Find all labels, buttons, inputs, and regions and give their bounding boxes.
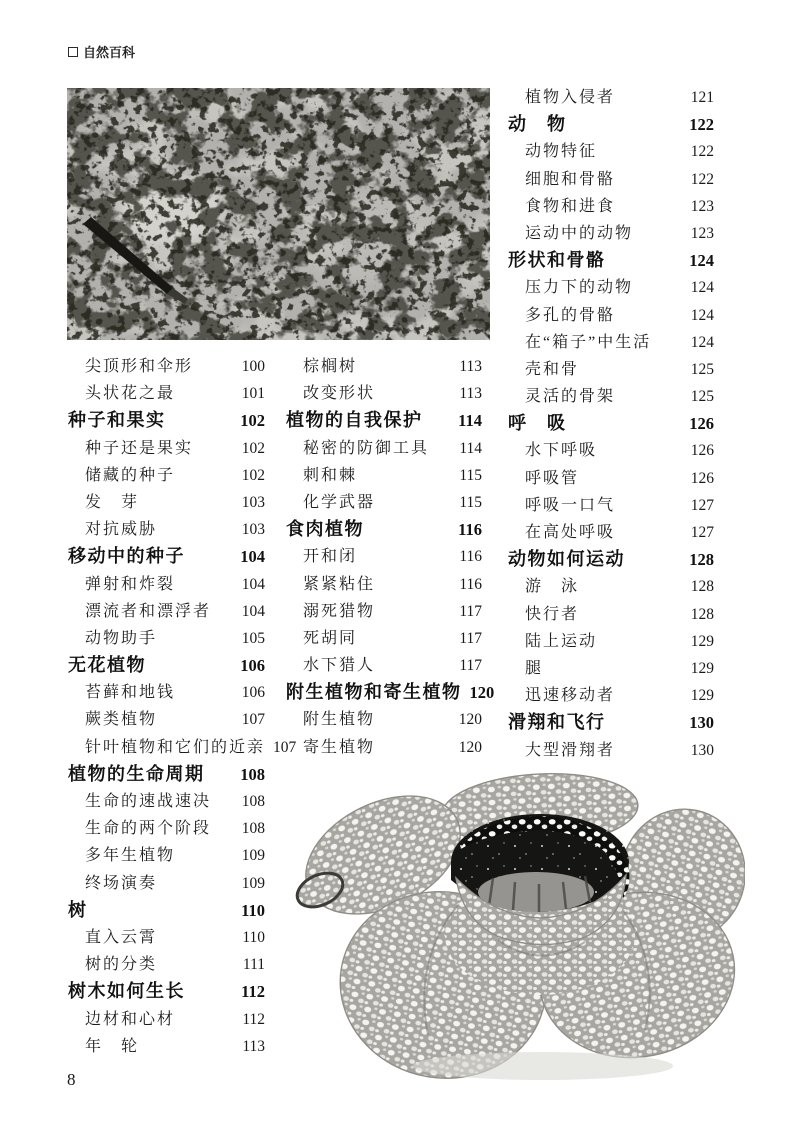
toc-entry-page-number: 101: [241, 385, 265, 403]
square-bullet-icon: [68, 47, 78, 57]
toc-entry-label: 附生植物和寄生植物: [286, 682, 462, 703]
toc-entry-page-number: 117: [459, 629, 482, 647]
toc-entry-label: 形状和骨骼: [508, 250, 606, 271]
toc-entry-label: 尖顶形和伞形: [85, 358, 194, 375]
toc-sub-entry: [68, 788, 265, 815]
toc-sub-entry: [68, 571, 265, 598]
toc-entry-label: 无花植物: [68, 655, 146, 676]
toc-entry-page-number: 106: [240, 656, 265, 676]
toc-sub-entry: [286, 489, 482, 516]
toc-entry-page-number: 125: [690, 360, 714, 378]
toc-entry-page-number: 102: [241, 439, 265, 457]
toc-entry-page-number: 128: [689, 550, 714, 570]
toc-entry-label: 水下呼吸: [525, 442, 598, 460]
toc-sub-entry: [68, 516, 265, 543]
toc-entry-page-number: 100: [241, 358, 265, 375]
toc-entry-label: 针叶植物和它们的近亲: [85, 738, 266, 756]
toc-entry-label: 头状花之最: [85, 385, 176, 403]
toc-entry-page-number: 113: [459, 358, 482, 375]
toc-entry-label: 滑翔和飞行: [508, 712, 606, 733]
toc-entry-label: 快行者: [525, 605, 580, 623]
toc-sub-entry: [68, 462, 265, 489]
toc-sub-entry: [508, 437, 714, 464]
toc-entry-label: 种子和果实: [68, 410, 166, 431]
toc-entry-label: 动 物: [508, 114, 567, 135]
toc-sub-entry: [508, 492, 714, 519]
toc-entry-label: 发 芽: [85, 493, 140, 511]
toc-entry-label: 刺和棘: [303, 466, 358, 484]
toc-sub-entry: [508, 737, 714, 764]
toc-entry-label: 苔藓和地钱: [85, 684, 176, 702]
toc-entry-page-number: 117: [459, 602, 482, 620]
toc-entry-label: 边材和心材: [85, 1010, 176, 1028]
toc-entry-label: 棕榈树: [303, 358, 358, 375]
toc-sub-entry: [68, 353, 265, 380]
toc-entry-page-number: 123: [690, 197, 714, 215]
toc-column-right: [508, 84, 714, 764]
toc-entry-page-number: 115: [459, 493, 482, 511]
toc-sub-entry: [68, 435, 265, 462]
toc-entry-page-number: 113: [242, 1037, 265, 1055]
toc-entry-label: 紧紧粘住: [303, 575, 376, 593]
toc-sub-entry: [68, 598, 265, 625]
toc-entry-page-number: 122: [690, 170, 714, 188]
toc-sub-entry: [286, 625, 482, 652]
toc-sub-entry: [68, 1033, 265, 1060]
toc-entry-label: 植物的自我保护: [286, 410, 423, 431]
toc-entry-page-number: 105: [241, 629, 265, 647]
toc-entry-page-number: 129: [690, 659, 714, 677]
toc-sub-entry: [508, 220, 714, 247]
toc-section-entry: [68, 407, 265, 434]
toc-entry-page-number: 124: [689, 251, 714, 271]
toc-entry-label: 漂流者和漂浮者: [85, 602, 212, 620]
toc-sub-entry: [508, 302, 714, 329]
toc-entry-page-number: 124: [690, 333, 714, 351]
toc-sub-entry: [68, 380, 265, 407]
toc-entry-label: 树的分类: [85, 956, 158, 974]
toc-entry-page-number: 104: [240, 547, 265, 567]
toc-entry-page-number: 128: [690, 578, 714, 596]
toc-entry-label: 呼 吸: [508, 413, 567, 434]
toc-sub-entry: [508, 84, 714, 111]
toc-column-middle: [286, 353, 495, 761]
toc-section-entry: [68, 543, 265, 570]
toc-entry-label: 细胞和骨骼: [525, 170, 616, 188]
toc-entry-page-number: 103: [241, 493, 265, 511]
toc-entry-label: 秘密的防御工具: [303, 439, 430, 457]
toc-entry-label: 多孔的骨骼: [525, 306, 616, 324]
toc-entry-page-number: 120: [469, 683, 495, 703]
toc-sub-entry: [68, 1006, 265, 1033]
toc-entry-label: 大型滑翔者: [525, 741, 616, 759]
toc-entry-label: 移动中的种子: [68, 546, 185, 567]
toc-section-entry: [508, 546, 714, 573]
toc-sub-entry: [286, 734, 482, 761]
toc-entry-label: 储藏的种子: [85, 466, 176, 484]
toc-sub-entry: [286, 652, 482, 679]
toc-entry-label: 壳和骨: [525, 360, 580, 378]
toc-section-entry: [508, 247, 714, 274]
toc-entry-page-number: 110: [242, 928, 265, 946]
toc-entry-page-number: 129: [690, 632, 714, 650]
toc-section-entry: [508, 111, 714, 138]
toc-sub-entry: [68, 679, 265, 706]
toc-section-entry: [68, 897, 265, 924]
toc-entry-label: 动物特征: [525, 143, 598, 161]
toc-sub-entry: [508, 601, 714, 628]
toc-section-entry: [68, 978, 265, 1005]
toc-entry-page-number: 108: [241, 793, 265, 810]
toc-section-entry: [508, 709, 714, 736]
toc-entry-label: 多年生植物: [85, 847, 176, 865]
toc-entry-label: 种子还是果实: [85, 439, 194, 457]
toc-entry-label: 呼吸一口气: [525, 496, 616, 514]
toc-entry-label: 年 轮: [85, 1037, 140, 1055]
toc-entry-page-number: 107: [241, 711, 265, 729]
toc-sub-entry: [286, 543, 482, 570]
toc-entry-label: 改变形状: [303, 385, 376, 403]
toc-entry-label: 食肉植物: [286, 519, 364, 540]
toc-entry-label: 树: [68, 899, 88, 920]
toc-entry-page-number: 104: [241, 602, 265, 620]
toc-entry-page-number: 104: [241, 575, 265, 593]
toc-entry-page-number: 109: [241, 847, 265, 865]
toc-sub-entry: [68, 625, 265, 652]
toc-section-entry: [286, 679, 495, 706]
toc-entry-label: 弹射和炸裂: [85, 575, 176, 593]
toc-sub-entry: [508, 193, 714, 220]
toc-entry-label: 直入云霄: [85, 928, 158, 946]
running-header: [68, 42, 135, 61]
toc-section-entry: [508, 410, 714, 437]
toc-sub-entry: [286, 435, 482, 462]
toc-sub-entry: [68, 706, 265, 733]
toc-sub-entry: [68, 734, 297, 761]
toc-entry-label: 植物的生命周期: [68, 763, 205, 784]
toc-entry-page-number: 130: [690, 741, 714, 759]
toc-section-entry: [286, 516, 482, 543]
toc-entry-page-number: 116: [459, 575, 482, 593]
toc-sub-entry: [508, 628, 714, 655]
toc-sub-entry: [508, 356, 714, 383]
toc-entry-page-number: 115: [459, 466, 482, 484]
toc-entry-page-number: 117: [459, 657, 482, 675]
toc-entry-label: 寄生植物: [303, 738, 376, 756]
toc-sub-entry: [286, 380, 482, 407]
toc-entry-label: 树木如何生长: [68, 981, 185, 1002]
rafflesia-flower-photo: [293, 770, 745, 1090]
toc-sub-entry: [508, 519, 714, 546]
toc-entry-label: 陆上运动: [525, 632, 598, 650]
toc-entry-page-number: 103: [241, 521, 265, 539]
toc-entry-page-number: 108: [241, 820, 265, 838]
toc-entry-page-number: 116: [459, 548, 482, 566]
toc-entry-page-number: 108: [240, 764, 265, 784]
toc-entry-page-number: 120: [458, 738, 482, 756]
toc-entry-page-number: 120: [458, 711, 482, 729]
toc-sub-entry: [508, 383, 714, 410]
toc-section-entry: [68, 652, 265, 679]
toc-sub-entry: [68, 951, 265, 978]
toc-entry-page-number: 126: [690, 442, 714, 460]
toc-entry-page-number: 114: [458, 411, 482, 431]
toc-entry-label: 终场演奏: [85, 874, 158, 892]
toc-entry-page-number: 128: [690, 605, 714, 623]
toc-entry-page-number: 102: [241, 466, 265, 484]
toc-entry-label: 游 泳: [525, 578, 580, 596]
toc-sub-entry: [286, 353, 482, 380]
toc-sub-entry: [508, 655, 714, 682]
toc-entry-page-number: 112: [241, 982, 265, 1002]
toc-entry-page-number: 116: [458, 520, 482, 540]
book-title: 自然百科: [83, 45, 136, 60]
toc-column-left: [68, 353, 297, 1060]
toc-entry-page-number: 127: [690, 524, 714, 541]
toc-entry-label: 呼吸管: [525, 469, 580, 487]
toc-entry-label: 附生植物: [303, 711, 376, 729]
toc-entry-label: 在“箱子”中生活: [525, 333, 652, 351]
toc-sub-entry: [508, 682, 714, 709]
toc-entry-page-number: 114: [459, 439, 482, 457]
toc-entry-label: 生命的两个阶段: [85, 820, 212, 838]
toc-entry-page-number: 109: [241, 874, 265, 892]
toc-entry-page-number: 106: [241, 684, 265, 702]
toc-entry-label: 压力下的动物: [525, 279, 634, 297]
toc-entry-page-number: 122: [690, 143, 714, 161]
toc-sub-entry: [68, 815, 265, 842]
toc-entry-page-number: 126: [689, 414, 714, 434]
toc-sub-entry: [508, 138, 714, 165]
toc-entry-label: 化学武器: [303, 493, 376, 511]
toc-entry-label: 动物如何运动: [508, 549, 625, 570]
toc-entry-label: 水下猎人: [303, 657, 376, 675]
toc-sub-entry: [508, 274, 714, 301]
toc-entry-page-number: 102: [240, 411, 265, 431]
toc-entry-page-number: 125: [690, 388, 714, 406]
toc-sub-entry: [68, 842, 265, 869]
toc-section-entry: [286, 407, 482, 434]
toc-sub-entry: [508, 329, 714, 356]
toc-entry-label: 在高处呼吸: [525, 524, 616, 541]
toc-entry-page-number: 113: [459, 385, 482, 403]
aerial-desert-shrubs-photo: [67, 88, 490, 340]
toc-entry-label: 动物助手: [85, 629, 158, 647]
toc-entry-label: 迅速移动者: [525, 687, 616, 705]
toc-entry-page-number: 126: [690, 469, 714, 487]
toc-sub-entry: [508, 166, 714, 193]
toc-entry-label: 对抗威胁: [85, 521, 158, 539]
toc-entry-label: 食物和进食: [525, 197, 616, 215]
toc-entry-page-number: 129: [690, 687, 714, 705]
toc-entry-page-number: 107: [273, 738, 297, 756]
toc-entry-label: 溺死猎物: [303, 602, 376, 620]
toc-entry-page-number: 124: [690, 306, 714, 324]
page-number: 8: [67, 1070, 76, 1089]
toc-sub-entry: [68, 924, 265, 951]
toc-entry-page-number: 110: [241, 900, 265, 920]
toc-entry-label: 死胡同: [303, 629, 358, 647]
toc-entry-page-number: 122: [689, 115, 714, 135]
toc-sub-entry: [68, 489, 265, 516]
toc-entry-page-number: 121: [690, 89, 714, 106]
toc-sub-entry: [286, 571, 482, 598]
toc-entry-label: 生命的速战速决: [85, 793, 212, 810]
toc-entry-page-number: 123: [690, 224, 714, 242]
toc-section-entry: [68, 761, 265, 788]
toc-sub-entry: [68, 870, 265, 897]
toc-entry-label: 开和闭: [303, 548, 358, 566]
toc-entry-page-number: 112: [242, 1010, 265, 1028]
toc-sub-entry: [508, 573, 714, 600]
toc-entry-label: 腿: [525, 659, 544, 677]
toc-sub-entry: [286, 598, 482, 625]
toc-entry-label: 运动中的动物: [525, 224, 634, 242]
toc-entry-page-number: 124: [690, 279, 714, 297]
toc-sub-entry: [508, 465, 714, 492]
toc-entry-label: 灵活的骨架: [525, 388, 616, 406]
toc-sub-entry: [286, 462, 482, 489]
toc-entry-page-number: 111: [242, 956, 265, 974]
toc-entry-page-number: 127: [690, 496, 714, 514]
toc-entry-label: 植物入侵者: [525, 89, 616, 106]
toc-entry-page-number: 130: [689, 713, 714, 733]
toc-entry-label: 蕨类植物: [85, 711, 158, 729]
toc-sub-entry: [286, 706, 482, 733]
